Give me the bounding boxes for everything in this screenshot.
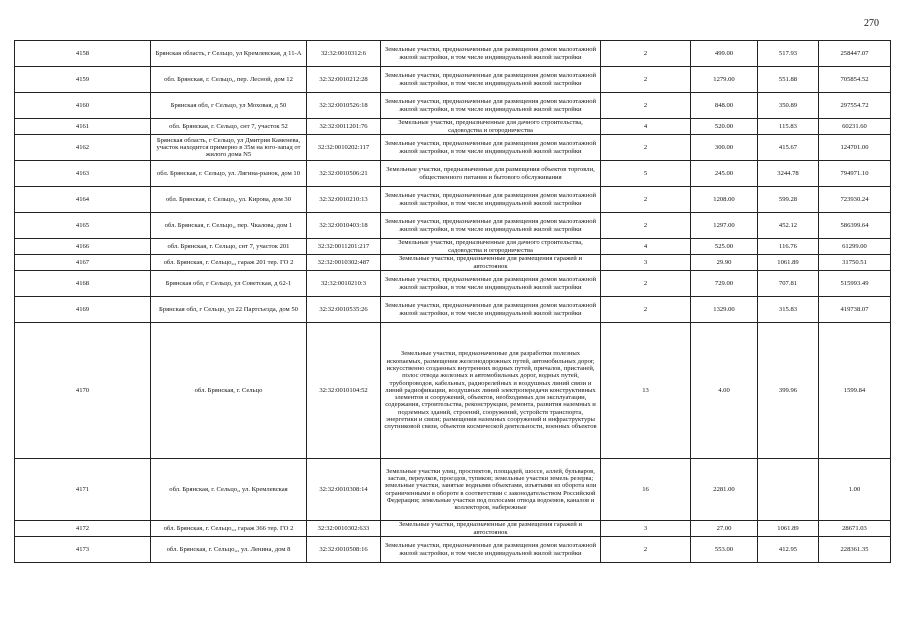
row-area: 29.90 (691, 255, 758, 271)
table-row (15, 459, 891, 521)
row-land-use: Земельные участки улиц, проспектов, площадей, шоссе, аллей, бульваров, застав, переулков, проездов, тупиков; земельные участки земель резерва; земельные участки, занятые водными объектами, изъятыми из оборота или ограниченными в обороте в соответствии с законодательством Российской Федерации; земельные участки под полосами отвода водоемов, каналов и коллекторов, набережные (381, 459, 601, 521)
row-number: 4165 (15, 213, 151, 239)
row-group-number: 3 (601, 521, 691, 537)
row-cadastral-value: 124701.00 (819, 135, 891, 161)
row-group-number: 2 (601, 213, 691, 239)
row-address: обл. Брянская, г. Сельцо,,, гараж 366 тер. ГО 2 (151, 521, 307, 537)
row-area: 499.00 (691, 41, 758, 67)
row-unit-value: 116.76 (758, 239, 819, 255)
table-row (15, 297, 891, 323)
row-number: 4164 (15, 187, 151, 213)
row-group-number: 2 (601, 41, 691, 67)
row-unit-value: 412.95 (758, 537, 819, 563)
table-row (15, 135, 891, 161)
row-unit-value: 551.88 (758, 67, 819, 93)
row-cadastral-value: 1.00 (819, 459, 891, 521)
row-number: 4167 (15, 255, 151, 271)
table-row (15, 93, 891, 119)
row-cadastral-number: 32:32:0010308:14 (307, 459, 381, 521)
row-number: 4158 (15, 41, 151, 67)
row-number: 4166 (15, 239, 151, 255)
row-cadastral-number: 32:32:0010210:13 (307, 187, 381, 213)
row-area: 520.00 (691, 119, 758, 135)
row-land-use: Земельные участки, предназначенные для дачного строительства, садоводства и огородничества (381, 239, 601, 255)
row-cadastral-value: 31750.51 (819, 255, 891, 271)
row-cadastral-value: 61299.00 (819, 239, 891, 255)
row-unit-value: 415.67 (758, 135, 819, 161)
row-cadastral-number: 32:32:0010506:21 (307, 161, 381, 187)
table-row (15, 521, 891, 537)
row-area: 2281.00 (691, 459, 758, 521)
row-land-use: Земельные участки, предназначенные для разработки полезных ископаемых, размещения железнодорожных путей, автомобильных дорог, искусственно созданных внутренних водных путей, причалов, пристаней, полос отвода железных и автомобильных дорог, водных путей, трубопроводов, кабельных, радиорелейных и воздушных линий связи и линий радиофикации, воздушных линий электропередачи конструктивных элементов и сооружений, объектов, необходимых для эксплуатации, содержания, строительства, реконструкции, ремонта, развития наземных и подземных зданий, строений, сооружений, устройств транспорта, энергетики и связи; размещения наземных сооружений и инфраструктуры спутниковой связи, объектов космической деятельности, военных объектов (381, 323, 601, 459)
row-group-number: 4 (601, 119, 691, 135)
row-cadastral-value: 705854.52 (819, 67, 891, 93)
table-row (15, 41, 891, 67)
row-number: 4173 (15, 537, 151, 563)
row-address: обл. Брянская, г. Сельцо,, пер. Чкалова, дом 1 (151, 213, 307, 239)
row-cadastral-value: 723930.24 (819, 187, 891, 213)
row-unit-value: 1061.89 (758, 255, 819, 271)
row-cadastral-number: 32:32:0010104:52 (307, 323, 381, 459)
row-number: 4170 (15, 323, 151, 459)
table-row (15, 67, 891, 93)
row-area: 525.00 (691, 239, 758, 255)
row-address: обл. Брянская, г. Сельцо, ул. Лягина-рынок, дом 10 (151, 161, 307, 187)
row-land-use: Земельные участки, предназначенные для размещения гаражей и автостоянок (381, 521, 601, 537)
row-unit-value: 3244.78 (758, 161, 819, 187)
row-cadastral-number: 32:32:0011201:76 (307, 119, 381, 135)
row-address: обл. Брянская, г. Сельцо (151, 323, 307, 459)
row-area: 848.00 (691, 93, 758, 119)
row-cadastral-number: 32:32:0010210:3 (307, 271, 381, 297)
row-group-number: 3 (601, 255, 691, 271)
table-row (15, 213, 891, 239)
row-cadastral-value: 515993.49 (819, 271, 891, 297)
row-address: обл. Брянская, г. Сельцо,,, гараж 201 тер. ГО 2 (151, 255, 307, 271)
row-land-use: Земельные участки, предназначенные для размещения домов малоэтажной жилой застройки, в том числе индивидуальной жилой застройки (381, 297, 601, 323)
row-unit-value: 452.12 (758, 213, 819, 239)
row-address: Брянская обл, г Сельцо, ул 22 Партсъезда, дом 50 (151, 297, 307, 323)
row-area: 1329.00 (691, 297, 758, 323)
row-cadastral-number: 32:32:0010508:16 (307, 537, 381, 563)
row-land-use: Земельные участки, предназначенные для размещения гаражей и автостоянок (381, 255, 601, 271)
row-area: 27.00 (691, 521, 758, 537)
table-row (15, 537, 891, 563)
row-address: Брянская область, г Сельцо, ул Кремлевская, д 11-А (151, 41, 307, 67)
table-body (15, 41, 891, 563)
row-group-number: 16 (601, 459, 691, 521)
row-unit-value: 315.83 (758, 297, 819, 323)
row-unit-value: 1061.89 (758, 521, 819, 537)
row-cadastral-number: 32:32:0010403:18 (307, 213, 381, 239)
row-cadastral-value: 228361.35 (819, 537, 891, 563)
row-cadastral-value: 419738.07 (819, 297, 891, 323)
row-group-number: 2 (601, 297, 691, 323)
row-land-use: Земельные участки, предназначенные для размещения объектов торговли, общественного питания и бытового обслуживания (381, 161, 601, 187)
row-address: Брянская область, г Сельцо, ул Дмитрия Каменева, участок находится примерно в 35м на юго-запад от жилого дома N5 (151, 135, 307, 161)
row-unit-value (758, 459, 819, 521)
row-land-use: Земельные участки, предназначенные для размещения домов малоэтажной жилой застройки, в том числе индивидуальной жилой застройки (381, 41, 601, 67)
row-address: обл. Брянская, г. Сельцо,, пер. Лесной, дом 12 (151, 67, 307, 93)
row-group-number: 2 (601, 271, 691, 297)
row-group-number: 2 (601, 135, 691, 161)
row-address: обл. Брянская, г. Сельцо, снт 7, участок 201 (151, 239, 307, 255)
row-number: 4172 (15, 521, 151, 537)
row-land-use: Земельные участки, предназначенные для размещения домов малоэтажной жилой застройки, в том числе индивидуальной жилой застройки (381, 213, 601, 239)
row-area: 245.00 (691, 161, 758, 187)
row-cadastral-value: 297554.72 (819, 93, 891, 119)
row-unit-value: 517.93 (758, 41, 819, 67)
row-land-use: Земельные участки, предназначенные для размещения домов малоэтажной жилой застройки, в том числе индивидуальной жилой застройки (381, 67, 601, 93)
row-area: 1279.00 (691, 67, 758, 93)
table-row (15, 255, 891, 271)
row-group-number: 2 (601, 93, 691, 119)
row-area: 300.00 (691, 135, 758, 161)
table-row (15, 239, 891, 255)
row-area: 1208.00 (691, 187, 758, 213)
row-unit-value: 399.96 (758, 323, 819, 459)
row-address: обл. Брянская, г. Сельцо,,, ул. Ленина, дом 8 (151, 537, 307, 563)
row-unit-value: 115.83 (758, 119, 819, 135)
row-unit-value: 350.89 (758, 93, 819, 119)
row-group-number: 13 (601, 323, 691, 459)
row-land-use: Земельные участки, предназначенные для размещения домов малоэтажной жилой застройки, в том числе индивидуальной жилой застройки (381, 135, 601, 161)
row-number: 4163 (15, 161, 151, 187)
row-group-number: 4 (601, 239, 691, 255)
row-number: 4171 (15, 459, 151, 521)
table-row (15, 187, 891, 213)
row-group-number: 2 (601, 67, 691, 93)
table-row (15, 161, 891, 187)
row-land-use: Земельные участки, предназначенные для размещения домов малоэтажной жилой застройки, в том числе индивидуальной жилой застройки (381, 537, 601, 563)
cadastral-value-table (14, 40, 891, 563)
row-cadastral-value: 28671.03 (819, 521, 891, 537)
row-number: 4169 (15, 297, 151, 323)
row-group-number: 5 (601, 161, 691, 187)
row-number: 4159 (15, 67, 151, 93)
row-cadastral-value: 1599.84 (819, 323, 891, 459)
row-cadastral-number: 32:32:0010212:28 (307, 67, 381, 93)
row-number: 4162 (15, 135, 151, 161)
row-unit-value: 707.81 (758, 271, 819, 297)
row-cadastral-number: 32:32:0010526:18 (307, 93, 381, 119)
row-area: 1297.00 (691, 213, 758, 239)
row-cadastral-value: 586399.64 (819, 213, 891, 239)
row-cadastral-number: 32:32:0010302:633 (307, 521, 381, 537)
row-group-number: 2 (601, 537, 691, 563)
row-cadastral-number: 32:32:0010302:487 (307, 255, 381, 271)
row-address: обл. Брянская, г. Сельцо,, ул. Кирова, дом 30 (151, 187, 307, 213)
row-cadastral-number: 32:32:0010535:26 (307, 297, 381, 323)
row-area: 553.00 (691, 537, 758, 563)
row-address: Брянская обл, г Сельцо, ул Моховая, д 50 (151, 93, 307, 119)
table-row (15, 119, 891, 135)
table-row (15, 271, 891, 297)
row-land-use: Земельные участки, предназначенные для размещения домов малоэтажной жилой застройки, в том числе индивидуальной жилой застройки (381, 271, 601, 297)
row-land-use: Земельные участки, предназначенные для дачного строительства, садоводства и огородничества (381, 119, 601, 135)
row-group-number: 2 (601, 187, 691, 213)
row-address: Брянская обл, г Сельцо, ул Советская, д 62-1 (151, 271, 307, 297)
row-unit-value: 599.28 (758, 187, 819, 213)
row-number: 4161 (15, 119, 151, 135)
row-land-use: Земельные участки, предназначенные для размещения домов малоэтажной жилой застройки, в том числе индивидуальной жилой застройки (381, 187, 601, 213)
row-cadastral-number: 32:32:0010312:6 (307, 41, 381, 67)
row-area: 4.00 (691, 323, 758, 459)
row-area: 729.00 (691, 271, 758, 297)
page-number: 270 (864, 18, 879, 29)
row-cadastral-value: 794971.10 (819, 161, 891, 187)
row-cadastral-value: 60231.60 (819, 119, 891, 135)
row-address: обл. Брянская, г. Сельцо, снт 7, участок 52 (151, 119, 307, 135)
row-cadastral-number: 32:32:0011201:217 (307, 239, 381, 255)
table-row (15, 323, 891, 459)
row-land-use: Земельные участки, предназначенные для размещения домов малоэтажной жилой застройки, в том числе индивидуальной жилой застройки (381, 93, 601, 119)
row-number: 4168 (15, 271, 151, 297)
row-number: 4160 (15, 93, 151, 119)
row-address: обл. Брянская, г. Сельцо,, ул. Кремлевская (151, 459, 307, 521)
row-cadastral-value: 258447.07 (819, 41, 891, 67)
row-cadastral-number: 32:32:0010202:117 (307, 135, 381, 161)
